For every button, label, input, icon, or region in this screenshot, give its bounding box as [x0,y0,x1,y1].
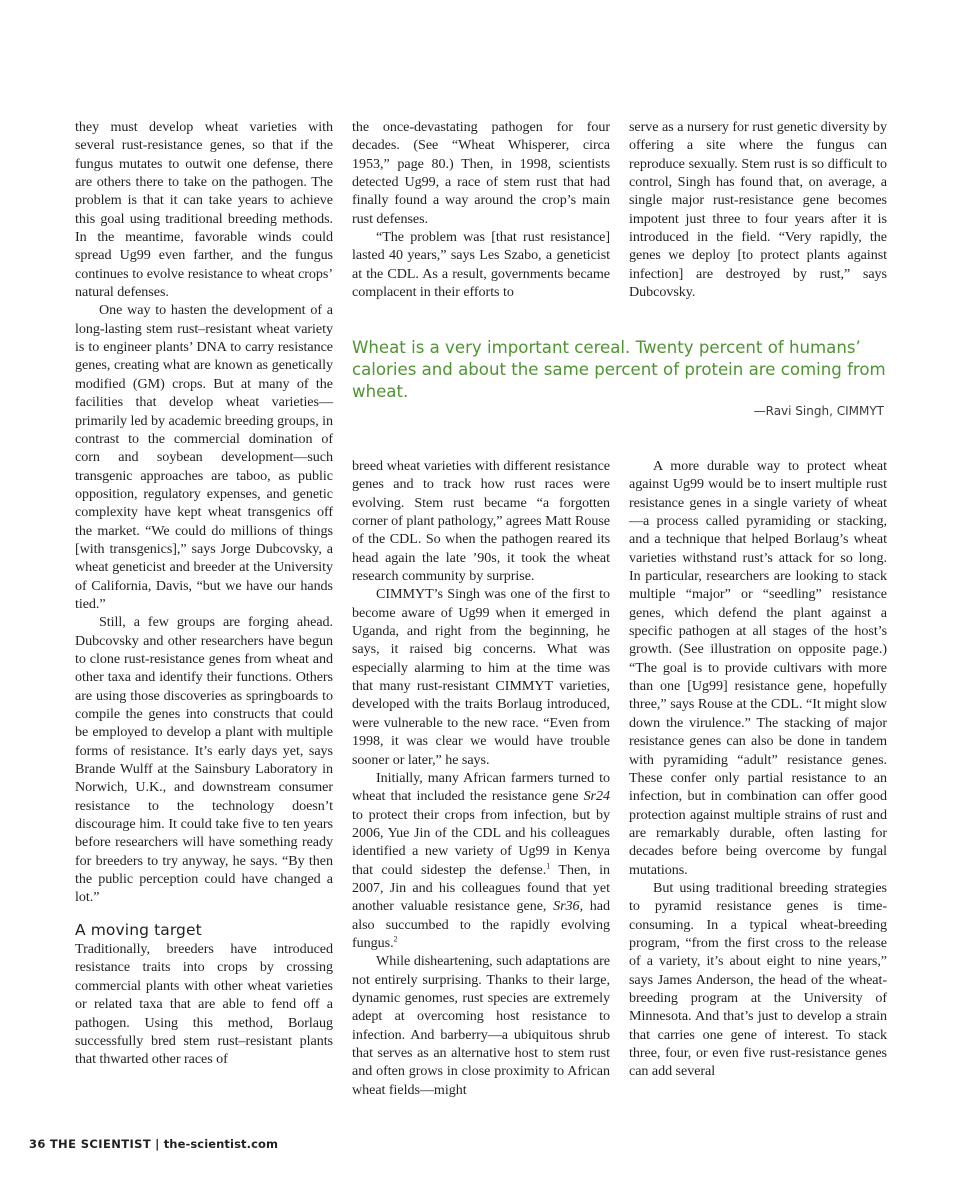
paragraph: CIMMYT’s Singh was one of the first to become aware of Ug99 when it emerged in Uganda, and right from the beginning, he says, it raised big concerns. What was especially alarming to him at the time was that many rust-resistant CIMMYT varieties, developed with the traits Borlaug introduced, were vulnerable to the new race. “Even from 1998, it was clear we would have trouble sooner or later,” he says. [352,586,610,768]
magazine-name: THE SCIENTIST [49,1137,152,1151]
paragraph: Still, a few groups are forging ahead. Dubcovsky and other researchers have begun to clone rust-resistance genes from wheat and other taxa and identify their functions. Others are using those discoveries as springboards to compile the genes into constructs that could be employed to develop a plant with multiple forms of resistance. It’s early days yet, says Brande Wulff at the Sainsbury Laboratory in Norwich, U.K., and downstream consumer resistance to the technology doesn’t discourage him. It could take five to ten years before researchers will have something ready for breeders to try anyway, he says. “By then the public perception could have changed a lot.” [75,614,333,906]
pull-quote-attribution: —Ravi Singh, CIMMYT [753,404,884,418]
article-column-2-top [352,118,610,301]
paragraph [352,769,610,952]
section-subhead: A moving target [75,920,202,939]
paragraph: But using traditional breeding strategies to pyramid resistance genes is time-consuming. In a typical wheat-breeding program, “from the first cross to the release of a variety, it’s about eight to nine years,” says James Anderson, the head of the wheat-breeding program at the University of Minnesota. And that’s just to develop a strain that carries one gene of interest. To stack three, four, or even five rust-resistance genes can add several [629,879,887,1080]
page-number: 36 [29,1137,46,1151]
paragraph: serve as a nursery for rust genetic diversity by offering a site where the fungus can reproduce sexually. Stem rust is so difficult to control, Singh has found that, on average, a single major rust-resistance gene becomes impotent just three to four years after it is introduced in the field. “Very rapidly, the genes we deploy [to protect plants against infection] are destroyed by rust,” says Dubcovsky. [629,119,887,301]
pull-quote: Wheat is a very important cereal. Twenty percent of humans’ calories and about the same percent of protein are coming from wheat. [352,338,886,401]
reference-marker: 1 [546,860,551,870]
page-footer [29,1137,278,1151]
website-url: the-scientist.com [163,1137,279,1151]
text-run: Initially, many African farmers turned to wheat that included the resistance gene [352,769,610,805]
paragraph: breed wheat varieties with different resistance genes and to track how rust races were evolving. Stem rust became “a forgotten corner of plant pathology,” agrees Matt Rouse of the CDL. So when the pathogen reared its head again the late ’90s, it took the wheat research community by surprise. [352,458,610,585]
footer-separator: | [155,1137,160,1151]
paragraph: One way to hasten the development of a long-lasting stem rust–resistant wheat variety is to engineer plants’ DNA to carry resistance genes, creating what are known as genetically modified (GM) crops. But at many of the facilities that develop wheat varieties—primarily led by academic breeding groups, in contrast to the commercial domination of corn and soybean development—such transgenic approaches are taboo, as public opposition, regulatory expenses, and genetic complexity have kept wheat transgenics off the market. “We could do millions of things [with transgenics],” says Jorge Dubcovsky, a wheat geneticist and breeder at the University of California, Davis, “but we have our hands tied.” [75,302,334,612]
article-column-2-bottom [352,457,610,1099]
paragraph: While disheartening, such adaptations are not entirely surprising. Thanks to their large, dynamic genomes, rust species are extremely adept at overcoming host resistance to infection. And barberry—a ubiquitous shrub that serves as an alternative host to stem rust and often grows in close proximity to African wheat fields—might [352,953,610,1098]
article-column-3-bottom [629,457,887,1081]
text-run: to protect their crops from infection, but by 2006, Yue Jin of the CDL and his colleagues identified a new variety of Ug99 in Kenya that could sidestep the defense. [352,806,610,878]
gene-name: Sr24 [583,788,610,805]
article-column-3-top [629,118,887,301]
text-run: , had also succumbed to the rapidly evolving fungus. [352,898,610,951]
paragraph: “The problem was [that rust resistance] lasted 40 years,” says Les Szabo, a geneticist at the CDL. As a result, governments became complacent in their efforts to [352,229,610,301]
paragraph: they must develop wheat varieties with several rust-resistance genes, so that if the fungus mutates to outwit one defense, there are others there to take on the pathogen. The problem is that it can take years to achieve this goal using traditional breeding methods. In the meantime, favorable winds could spread Ug99 even farther, and the fungus continues to evolve resistance to wheat crops’ natural defenses. [75,119,333,301]
paragraph: A more durable way to protect wheat against Ug99 would be to insert multiple rust resistance genes in a single variety of wheat—a process called pyramiding or stacking, and a technique that helped Borlaug’s wheat varieties withstand rust’s attack for so long. In particular, researchers are looking to stack multiple “major” or “seedling” resistance genes, which defend the plant against a specific pathogen at all stages of the host’s growth. (See illustration on opposite page.) “The goal is to provide cultivars with more than one [Ug99] resistance gene, hopefully three,” says Rouse at the CDL. “It might slow down the virulence.” The stacking of major resistance genes can also be done in tandem with pyramiding “adult” resistance genes. These confer only partial resistance to an infection, but in combination can offer good protection against multiple strains of rust and are remarkably durable, often lasting for decades before being overcome by fungal mutations. [629,458,887,878]
paragraph: the once-devastating pathogen for four decades. (See “Wheat Whisperer, circa 1953,” page 80.) Then, in 1998, scientists detected Ug99, a race of stem rust that had finally found a way around the crop’s main rust defenses. [352,119,610,227]
text-run: Then, in 2007, Jin and his colleagues found that yet another valuable resistance gene, [352,861,611,915]
paragraph: Traditionally, breeders have introduced resistance traits into crops by crossing commercial plants with other wheat varieties or related taxa that are able to fend off a pathogen. Using this method, Borlaug successfully bred stem rust–resistant plants that thwarted other races of [75,941,333,1068]
article-column-1 [75,118,333,1069]
reference-marker: 2 [393,934,398,944]
gene-name: Sr36 [553,898,580,915]
